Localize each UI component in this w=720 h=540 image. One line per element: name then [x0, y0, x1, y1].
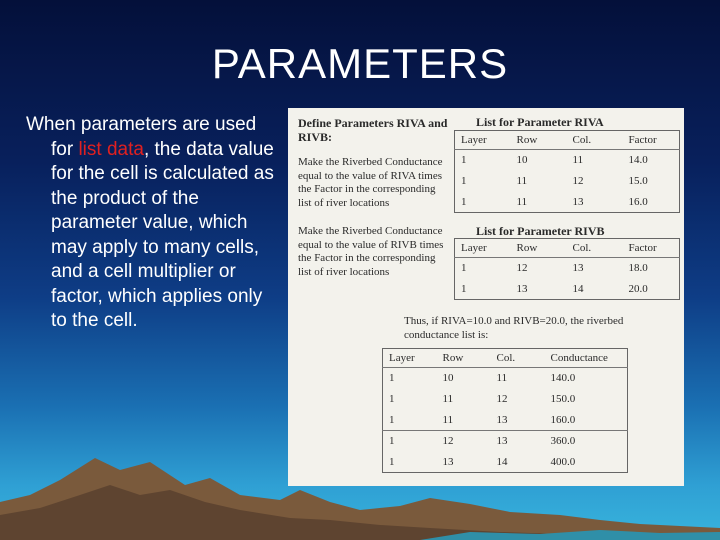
- col-header: Factor: [628, 134, 657, 146]
- cell: 1: [389, 413, 395, 426]
- cell: 13: [496, 413, 508, 426]
- cell: 13: [442, 455, 454, 468]
- thus-statement: Thus, if RIVA=10.0 and RIVB=20.0, the riverbed conductance list is:: [404, 315, 624, 341]
- cell: 13: [491, 431, 545, 452]
- table-row: [455, 192, 680, 213]
- cell: 12: [496, 393, 508, 405]
- body-text-highlight: list data: [78, 138, 144, 160]
- table-header-row: [455, 239, 680, 258]
- conductance-result-table: [382, 348, 628, 473]
- cell: 14: [496, 455, 508, 468]
- table-row: [455, 171, 680, 192]
- col-header: Row: [516, 242, 538, 254]
- cell: 1: [455, 150, 511, 171]
- define-parameters-text: [298, 116, 448, 280]
- cell: 400.0: [550, 455, 576, 468]
- table-row: [383, 410, 628, 431]
- body-text-end: , the data value for the cell is calculated as the product of the parameter value, which may apply to many cells, and a cell multiplier or factor, which applies only to the cell.: [51, 138, 274, 331]
- col-header: Row: [516, 134, 538, 146]
- cell: 12: [437, 431, 491, 452]
- cell: 150.0: [550, 393, 576, 405]
- table-header-row: [455, 131, 680, 150]
- scanned-figure: [288, 108, 684, 486]
- cell: 13: [567, 258, 623, 279]
- cell: 1: [461, 195, 467, 208]
- cell: 1: [389, 393, 395, 405]
- cell: 1: [461, 282, 467, 295]
- cell: 160.0: [550, 413, 576, 426]
- cell: 11: [442, 413, 454, 426]
- riva-table: [454, 130, 680, 213]
- cell: 12: [511, 258, 567, 279]
- col-header: Layer: [461, 242, 487, 254]
- cell: 15.0: [628, 175, 648, 187]
- cell: 18.0: [623, 258, 680, 279]
- col-header: Col.: [572, 134, 592, 146]
- col-header: Col.: [572, 242, 592, 254]
- table-row: [383, 452, 628, 473]
- cell: 14.0: [623, 150, 680, 171]
- table-row: [383, 431, 628, 452]
- cell: 13: [572, 195, 584, 208]
- cell: 16.0: [628, 195, 648, 208]
- cell: 13: [516, 282, 528, 295]
- rivb-table-caption: List for Parameter RIVB: [476, 224, 605, 238]
- cell: 1: [461, 175, 467, 187]
- col-header: Col.: [496, 352, 516, 364]
- cell: 140.0: [545, 368, 628, 389]
- cell: 1: [389, 455, 395, 468]
- rivb-description: Make the Riverbed Conductance equal to the value of RIVB times the Factor in the corresponding list of river locations: [298, 224, 444, 278]
- slide-title: PARAMETERS: [211, 40, 509, 87]
- riva-table-caption: List for Parameter RIVA: [476, 115, 604, 129]
- define-heading: Define Parameters RIVA and RIVB:: [298, 116, 448, 144]
- table-header-row: [383, 349, 628, 368]
- table-row: [383, 389, 628, 410]
- cell: 11: [516, 175, 528, 187]
- col-header: Factor: [628, 242, 657, 254]
- cell: 14: [572, 282, 584, 295]
- col-header: Conductance: [550, 352, 608, 364]
- cell: 1: [383, 431, 437, 452]
- cell: 10: [437, 368, 491, 389]
- cell: 20.0: [628, 282, 648, 295]
- cell: 1: [455, 258, 511, 279]
- rivb-table: [454, 238, 680, 300]
- cell: 11: [567, 150, 623, 171]
- cell: 11: [491, 368, 545, 389]
- cell: 11: [442, 393, 454, 405]
- cell: 10: [511, 150, 567, 171]
- col-header: Layer: [461, 134, 487, 146]
- col-header: Layer: [389, 352, 415, 364]
- slide-body-text: [26, 113, 278, 334]
- cell: 360.0: [545, 431, 628, 452]
- table-row: [455, 279, 680, 300]
- riva-description: Make the Riverbed Conductance equal to the value of RIVA times the Factor in the corresponding list of river locations: [298, 156, 443, 210]
- cell: 11: [516, 195, 528, 208]
- body-text-start: When parameters are used for: [26, 114, 257, 160]
- cell: 12: [572, 175, 584, 187]
- cell: 1: [383, 368, 437, 389]
- table-row: [383, 368, 628, 389]
- col-header: Row: [442, 352, 464, 364]
- table-row: [455, 258, 680, 279]
- table-row: [455, 150, 680, 171]
